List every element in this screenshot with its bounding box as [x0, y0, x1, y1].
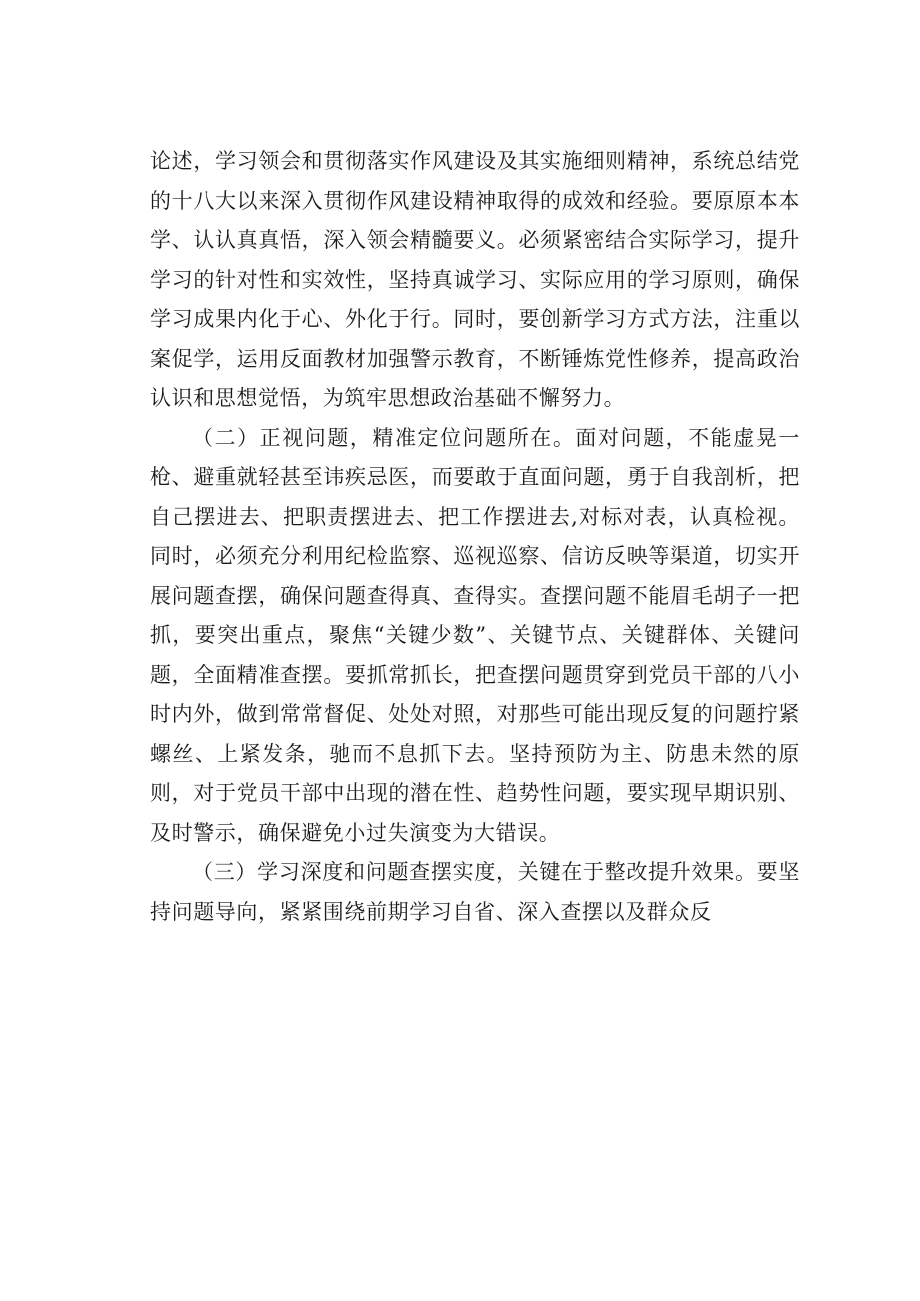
paragraph-continuation: 论述，学习领会和贯彻落实作风建设及其实施细则精神，系统总结党的十八大以来深入贯彻作风建设精神取得的成效和经验。要原原本本学、认认真真悟，深入领会精髓要义。必须紧密结合实际学习，提升学习的针对性和实效性，坚持真诚学习、实际应用的学习原则，确保学习成果内化于心、外化于行。同时，要创新学习方式方法，注重以案促学，运用反面教材加强警示教育，不断锤炼党性修养，提高政治认识和思想觉悟，为筑牢思想政治基础不懈努力。 [150, 149, 800, 410]
paragraph-section-three: （三）学习深度和问题查摆实度，关键在于整改提升效果。要坚持问题导向，紧紧围绕前期学习自省、深入查摆以及群众反 [150, 860, 800, 924]
document-body [150, 142, 800, 932]
paragraph-section-two: （二）正视问题，精准定位问题所在。面对问题，不能虚晃一枪、避重就轻甚至讳疾忌医，而要敢于直面问题，勇于自我剖析，把自己摆进去、把职责摆进去、把工作摆进去,对标对表，认真检视。同时，必须充分利用纪检监察、巡视巡察、信访反映等渠道，切实开展问题查摆，确保问题查得真、查得实。查摆问题不能眉毛胡子一把抓，要突出重点，聚焦“关键少数”、关键节点、关键群体、关键问题，全面精准查摆。要抓常抓长，把查摆问题贯穿到党员干部的八小时内外，做到常常督促、处处对照，对那些可能出现反复的问题拧紧螺丝、上紧发条，驰而不息抓下去。坚持预防为主、防患未然的原则，对于党员干部中出现的潜在性、趋势性问题，要实现早期识别、及时警示，确保避免小过失演变为大错误。 [150, 425, 800, 845]
